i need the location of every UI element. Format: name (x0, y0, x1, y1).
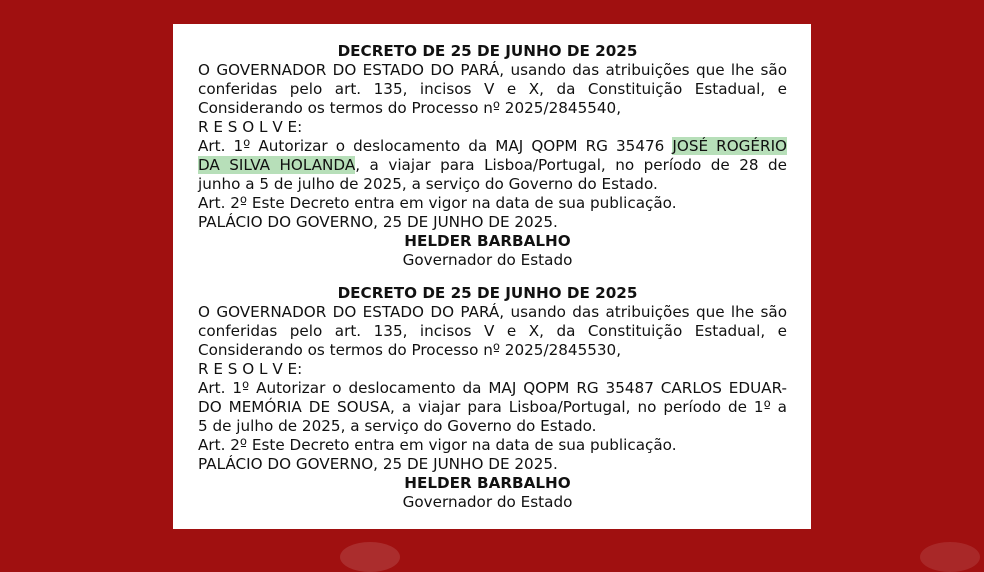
signatory-role: Governador do Estado (402, 251, 573, 269)
decree-text-line: O GOVERNADOR DO ESTADO DO PARÁ, usando das atribuições que lhe são (198, 61, 787, 79)
palace-date-line: PALÁCIO DO GOVERNO, 25 DE JUNHO DE 2025. (198, 213, 558, 231)
decree-title: DECRETO DE 25 DE JUNHO DE 2025 (337, 42, 638, 60)
signatory-name: HELDER BARBALHO (404, 232, 571, 250)
decree-text-line: Considerando os termos do Processo nº 2025/2845540, (198, 99, 622, 117)
signatory-role: Governador do Estado (402, 493, 573, 511)
decree-2 (198, 284, 787, 512)
article-1-line: Art. 1º Autorizar o deslocamento da MAJ QOPM RG 35487 CARLOS EDUAR- (198, 379, 787, 397)
decree-text-line: O GOVERNADOR DO ESTADO DO PARÁ, usando das atribuições que lhe são (198, 303, 787, 321)
decree-1 (198, 42, 787, 270)
highlighted-name: JOSÉ ROGÉRIO (672, 137, 787, 155)
highlighted-name: DA SILVA HOLANDA (198, 156, 356, 174)
article-1-line: DO MEMÓRIA DE SOUSA, a viajar para Lisboa/Portugal, no período de 1º a (198, 398, 787, 416)
resolve-heading: R E S O L V E: (198, 360, 303, 378)
decree-text-line: conferidas pelo art. 135, incisos V e X, da Constituição Estadual, e (198, 80, 787, 98)
article-1-text: , a viajar para Lisboa/Portugal, no período de 28 de (355, 156, 787, 174)
article-1-text: Art. 1º Autorizar o deslocamento da MAJ QOPM RG 35476 (198, 137, 673, 155)
background-glow (920, 542, 980, 572)
article-1-line: 5 de julho de 2025, a serviço do Governo do Estado. (198, 417, 597, 435)
article-1-line (198, 156, 787, 175)
article-1-line: junho a 5 de julho de 2025, a serviço do Governo do Estado. (198, 175, 658, 193)
decree-text-line: Considerando os termos do Processo nº 2025/2845530, (198, 341, 622, 359)
signatory-name: HELDER BARBALHO (404, 474, 571, 492)
decree-text-line: conferidas pelo art. 135, incisos V e X, da Constituição Estadual, e (198, 322, 787, 340)
decree-title: DECRETO DE 25 DE JUNHO DE 2025 (337, 284, 638, 302)
document-page (173, 24, 811, 529)
background-glow (340, 542, 400, 572)
article-2-line: Art. 2º Este Decreto entra em vigor na data de sua publicação. (198, 194, 677, 212)
resolve-heading: R E S O L V E: (198, 118, 303, 136)
palace-date-line: PALÁCIO DO GOVERNO, 25 DE JUNHO DE 2025. (198, 455, 558, 473)
article-1-line (198, 137, 787, 156)
article-2-line: Art. 2º Este Decreto entra em vigor na data de sua publicação. (198, 436, 677, 454)
